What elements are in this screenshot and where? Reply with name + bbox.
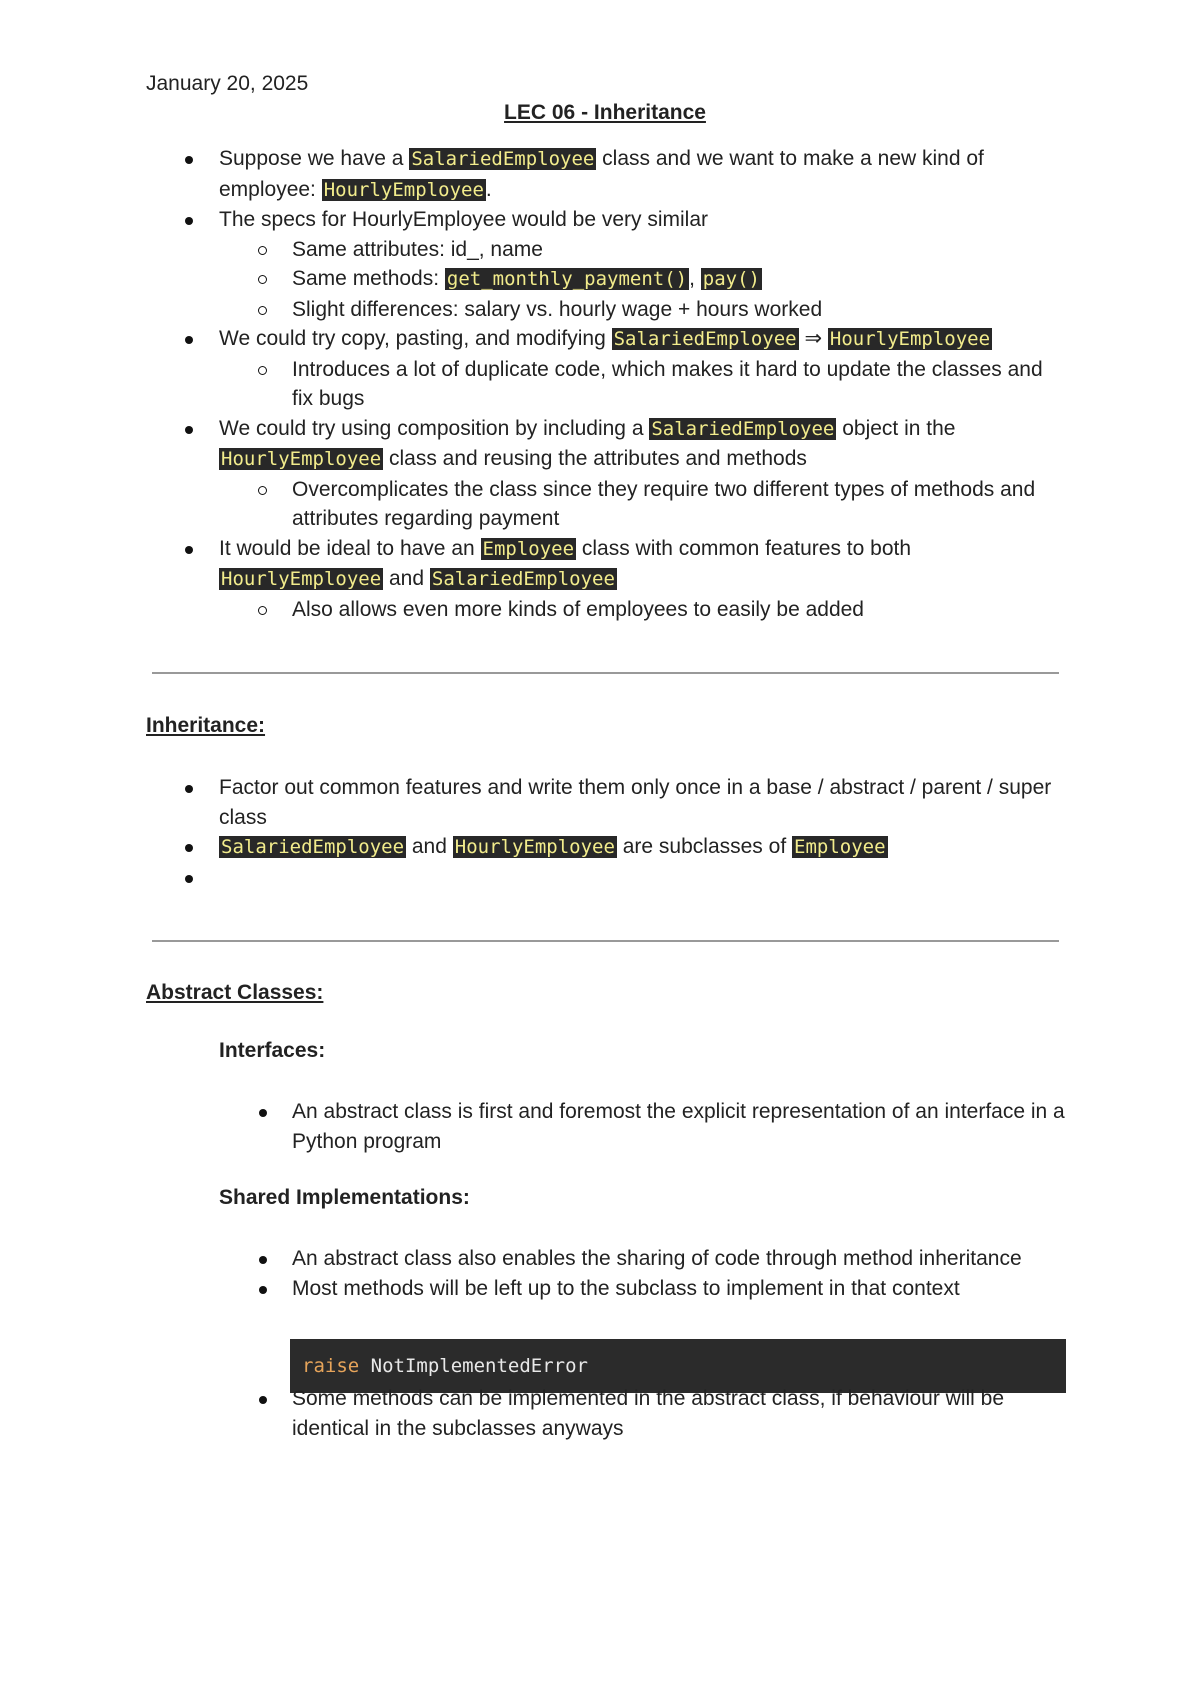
inline-code: get_monthly_payment()	[446, 268, 688, 290]
bullet-text: and	[383, 567, 430, 590]
list-item	[146, 324, 1066, 355]
bullet-text: An abstract class also enables the sharing of code through method inheritance	[292, 1247, 1022, 1270]
shared-implementations-list-continued	[146, 1384, 1066, 1443]
list-item	[146, 205, 1066, 235]
bullet-text: An abstract class is first and foremost the explicit representation of an interface in a Python program	[292, 1100, 1065, 1153]
bullet-text: Factor out common features and write them only once in a base / abstract / parent / super class	[219, 776, 1052, 829]
inline-code: HourlyEmployee	[829, 328, 991, 350]
bullet-text: object in the	[836, 416, 956, 440]
bullet-text: Suppose we have a	[219, 147, 410, 170]
list-item	[146, 144, 1066, 205]
bullet-text: class with common features to both	[576, 536, 912, 560]
list-item	[146, 1097, 1066, 1156]
list-item	[146, 475, 1066, 534]
list-item	[146, 1384, 1066, 1443]
shared-implementations-subheading: Shared Implementations:	[219, 1186, 470, 1209]
list-item	[146, 832, 1066, 863]
code-text: NotImplementedError	[359, 1355, 588, 1377]
bullet-text: Some methods can be implemented in the abstract class, if behaviour will be identical in the subclasses anyways	[292, 1387, 1005, 1440]
abstract-classes-heading: Abstract Classes:	[146, 981, 324, 1004]
inline-code: Employee	[482, 537, 575, 560]
bullet-text: Same methods:	[292, 267, 445, 290]
bullet-text: are subclasses of	[616, 835, 792, 858]
interfaces-list	[146, 1097, 1066, 1156]
bullet-text: .	[485, 177, 492, 201]
intro-list	[146, 144, 1066, 624]
list-item	[146, 414, 1066, 475]
list-item	[146, 295, 1066, 325]
bullet-text: We could try using composition by including a	[219, 416, 650, 440]
code-keyword: raise	[302, 1355, 360, 1377]
list-item	[146, 1274, 1066, 1304]
bullet-text: Slight differences: salary vs. hourly wage + hours worked	[292, 297, 823, 321]
horizontal-divider	[152, 672, 1059, 674]
inline-code: HourlyEmployee	[323, 178, 484, 201]
inheritance-list	[146, 773, 1066, 892]
list-item	[146, 773, 1066, 832]
document-title: LEC 06 - Inheritance	[504, 101, 706, 124]
bullet-text: Overcomplicates the class since they require two different types of methods and attributes regarding payment	[292, 477, 1036, 530]
bullet-text: We could try copy, pasting, and modifying	[219, 327, 612, 350]
inline-code: SalariedEmployee	[411, 148, 595, 170]
inline-code: HourlyEmployee	[221, 448, 382, 470]
bullet-text: It would be ideal to have an	[219, 536, 481, 560]
bullet-text: class and reusing the attributes and methods	[383, 447, 807, 470]
bullet-text: Also allows even more kinds of employees to easily be added	[292, 597, 864, 621]
inline-code: Employee	[794, 836, 886, 858]
inheritance-heading: Inheritance:	[146, 714, 266, 737]
bullet-text: class and we want to make a new kind of employee:	[219, 147, 984, 201]
inline-code: HourlyEmployee	[221, 568, 382, 590]
inline-code: SalariedEmployee	[431, 568, 615, 590]
list-item	[146, 235, 1066, 265]
list-item	[146, 595, 1066, 625]
bullet-text: ,	[689, 267, 701, 290]
inline-code: pay()	[702, 268, 760, 290]
bullet-text: The specs for HourlyEmployee would be very similar	[219, 208, 709, 231]
inline-code: SalariedEmployee	[613, 328, 797, 350]
bullet-text: and	[406, 835, 453, 858]
empty-list-item	[146, 863, 1066, 893]
shared-implementations-list	[146, 1244, 1066, 1303]
list-item	[146, 355, 1066, 414]
list-item	[146, 534, 1066, 595]
document-date: January 20, 2025	[146, 72, 309, 95]
inline-code: SalariedEmployee	[651, 417, 835, 440]
interfaces-subheading: Interfaces:	[219, 1039, 326, 1062]
bullet-text: Most methods will be left up to the subclass to implement in that context	[292, 1276, 960, 1300]
inline-code: HourlyEmployee	[454, 836, 615, 858]
horizontal-divider	[152, 940, 1059, 942]
bullet-text: ⇒	[798, 327, 828, 350]
list-item	[146, 264, 1066, 295]
bullet-text: Introduces a lot of duplicate code, which makes it hard to update the classes and fix bugs	[292, 357, 1043, 410]
bullet-text: Same attributes: id_, name	[292, 237, 543, 261]
list-item	[146, 1244, 1066, 1274]
inline-code: SalariedEmployee	[221, 836, 405, 858]
